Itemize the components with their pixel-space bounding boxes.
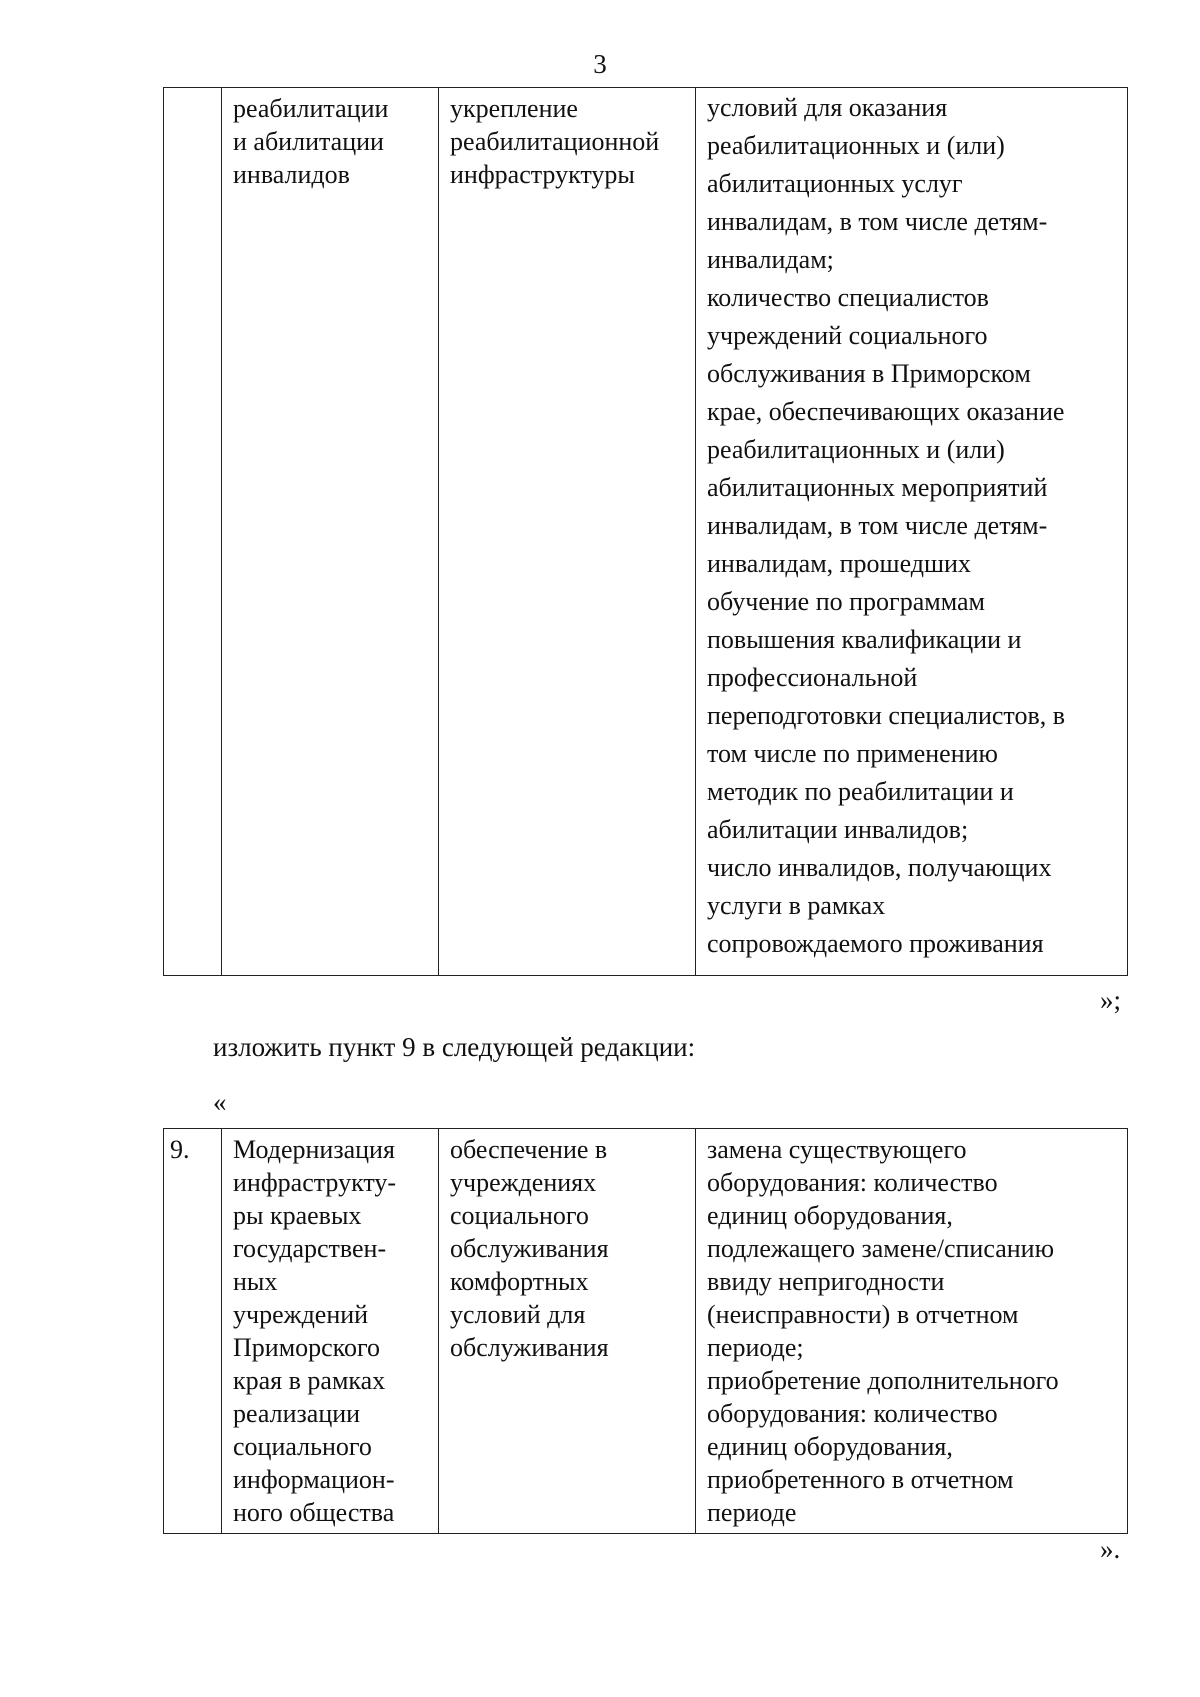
cell-text-line: повышения квалификации и — [707, 625, 1022, 654]
cell-text-line: ных — [233, 1267, 278, 1296]
cell-text-line: методик по реабилитации и — [707, 777, 1014, 806]
cell-text-line: реабилитации — [233, 94, 389, 123]
table-cell-task — [439, 1129, 696, 1534]
table-cell-task — [439, 88, 696, 976]
cell-text-line: учреждений социального — [707, 321, 988, 350]
cell-text-line: реализации — [233, 1399, 361, 1428]
cell-text-line: учреждений — [233, 1300, 369, 1329]
table-cell-indicators — [696, 88, 1128, 976]
cell-text-line: инвалидам, в том числе детям- — [707, 207, 1048, 236]
table-item-9 — [163, 1128, 1128, 1534]
instruction-text: изложить пункт 9 в следующей редакции: — [213, 1032, 696, 1062]
cell-text-line: (неисправности) в отчетном — [707, 1300, 1019, 1329]
cell-text-line: комфортных — [450, 1267, 589, 1296]
closing-quote: »; — [1100, 985, 1122, 1015]
cell-text-line: периоде — [707, 1498, 797, 1527]
cell-text-line: реабилитационных и (или) — [707, 435, 1005, 464]
cell-text-line: крае, обеспечивающих оказание — [707, 397, 1065, 426]
cell-text-line: услуги в рамках — [707, 891, 886, 920]
cell-text-line: абилитационных мероприятий — [707, 473, 1048, 502]
closing-quote: ». — [1100, 1534, 1121, 1564]
cell-text-line: реабилитационных и (или) — [707, 131, 1005, 160]
cell-text-line: ввиду непригодности — [707, 1267, 945, 1296]
table-cell-indicators — [696, 1129, 1128, 1534]
cell-text-line: замена существующего — [707, 1135, 967, 1164]
cell-text-line: инвалидам, прошедших — [707, 549, 971, 578]
cell-text-line: инфраструктуры — [450, 160, 635, 189]
cell-text-line: обслуживания в Приморском — [707, 359, 1031, 388]
cell-text-line: информацион- — [233, 1465, 395, 1494]
cell-text-line: приобретение дополнительного — [707, 1366, 1059, 1395]
table-cell-number: 9. — [164, 1129, 222, 1534]
cell-text-line: обслуживания — [450, 1234, 609, 1263]
page-number: 3 — [593, 49, 607, 79]
cell-text-line: оборудования: количество — [707, 1399, 998, 1428]
cell-text-line: инвалидам, в том числе детям- — [707, 511, 1048, 540]
cell-text-line: учреждениях — [450, 1168, 597, 1197]
cell-text-line: обслуживания — [450, 1333, 609, 1362]
cell-text-line: число инвалидов, получающих — [707, 853, 1052, 882]
table-row — [164, 1129, 1128, 1534]
cell-text-line: количество специалистов — [707, 283, 989, 312]
cell-text-line: реабилитационной — [450, 127, 660, 156]
cell-text-line: инфраструкту- — [233, 1168, 397, 1197]
cell-text-line: инвалидам; — [707, 245, 834, 274]
opening-quote: « — [213, 1087, 227, 1117]
cell-text-line: обеспечение в — [450, 1135, 608, 1164]
cell-text-line: оборудования: количество — [707, 1168, 998, 1197]
cell-text-line: инвалидов — [233, 160, 350, 189]
cell-text-line: Приморского — [233, 1333, 381, 1362]
cell-text-line: государствен- — [233, 1234, 387, 1263]
cell-text-line: приобретенного в отчетном — [707, 1465, 1014, 1494]
cell-text-line: ного общества — [233, 1498, 395, 1527]
cell-text-line: социального — [233, 1432, 372, 1461]
cell-text-line: социального — [450, 1201, 589, 1230]
table-cell-title — [222, 88, 439, 976]
table-cell-title — [222, 1129, 439, 1534]
table-row — [164, 88, 1128, 976]
cell-text-line: обучение по программам — [707, 587, 985, 616]
table-continued — [163, 87, 1128, 976]
cell-text-line: условий для — [450, 1300, 586, 1329]
cell-text-line: сопровождаемого проживания — [707, 929, 1044, 958]
cell-text-line: абилитации инвалидов; — [707, 815, 969, 844]
cell-text-line: условий для оказания — [707, 93, 948, 122]
cell-text-line: единиц оборудования, — [707, 1432, 953, 1461]
cell-text-line: единиц оборудования, — [707, 1201, 953, 1230]
table-cell-number — [164, 88, 222, 976]
cell-text-line: том числе по применению — [707, 739, 998, 768]
cell-text-line: подлежащего замене/списанию — [707, 1234, 1054, 1263]
cell-text-line: профессиональной — [707, 663, 918, 692]
cell-text-line: края в рамках — [233, 1366, 386, 1395]
cell-text-line: ры краевых — [233, 1201, 362, 1230]
cell-text-line: Модернизация — [233, 1135, 395, 1164]
cell-text-line: и абилитации — [233, 127, 384, 156]
cell-text-line: укрепление — [450, 94, 578, 123]
cell-text-line: периоде; — [707, 1333, 804, 1362]
cell-text-line: переподготовки специалистов, в — [707, 701, 1065, 730]
cell-text-line: абилитационных услуг — [707, 169, 963, 198]
